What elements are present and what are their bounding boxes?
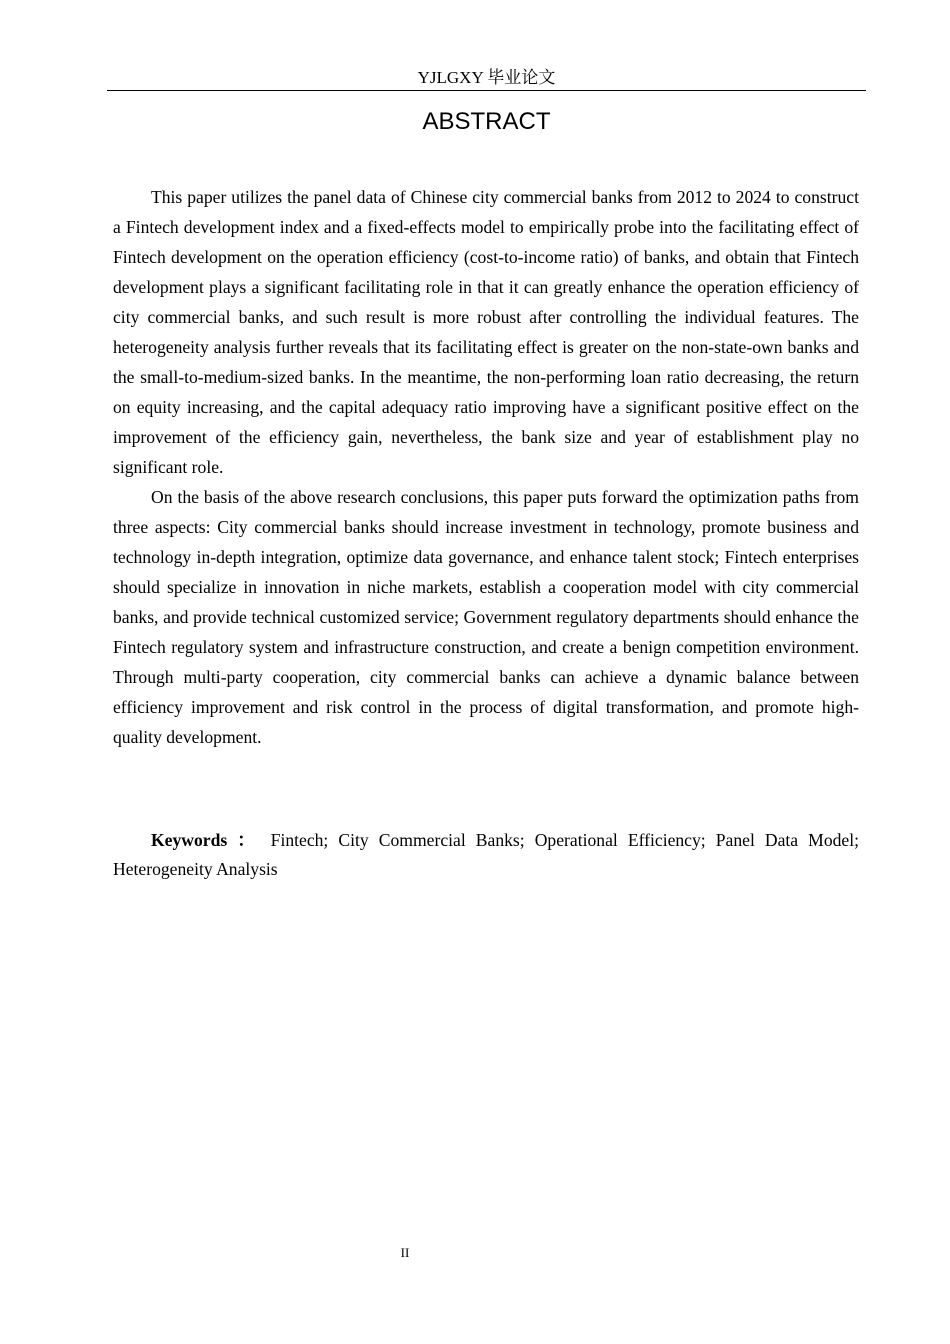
abstract-paragraph-2: On the basis of the above research conclusions, this paper puts forward the optimization paths from three aspects: City commercial banks should increase investment in technology, promote business and technology in-depth integration, optimize data governance, and enhance talent stock; Fintech enterprises should specialize in innovation in niche markets, establish a cooperation model with city commercial banks, and provide technical customized service; Government regulatory departments should enhance the Fintech regulatory system and infrastructure construction, and create a benign competition environment. Through multi-party cooperation, city commercial banks can achieve a dynamic balance between efficiency improvement and risk control in the process of digital transformation, and promote high-quality development. <box>113 487 859 747</box>
page-header-title: YJLGXY 毕业论文 <box>417 68 556 87</box>
keywords-list: Fintech; City Commercial Banks; Operational Efficiency; Panel Data Model; Heterogeneity Analysis <box>113 830 860 879</box>
header-divider <box>107 90 866 91</box>
abstract-title: ABSTRACT <box>422 108 551 135</box>
page-number: II <box>400 1245 410 1260</box>
keywords-section <box>113 826 859 884</box>
abstract-paragraph-1: This paper utilizes the panel data of Chinese city commercial banks from 2012 to 2024 to construct a Fintech development index and a fixed-effects model to empirically probe into the facilitating effect of Fintech development on the operation efficiency (cost-to-income ratio) of banks, and obtain that Fintech development plays a significant facilitating role in that it can greatly enhance the operation efficiency of city commercial banks, and such result is more robust after controlling the individual features. The heterogeneity analysis further reveals that its facilitating effect is greater on the non-state-own banks and the small-to-medium-sized banks. In the meantime, the non-performing loan ratio decreasing, the return on equity increasing, and the capital adequacy ratio improving have a significant positive effect on the improvement of the efficiency gain, nevertheless, the bank size and year of establishment play no significant role. <box>113 187 859 477</box>
keywords-label: Keywords ： <box>151 830 261 850</box>
abstract-body <box>113 182 859 752</box>
